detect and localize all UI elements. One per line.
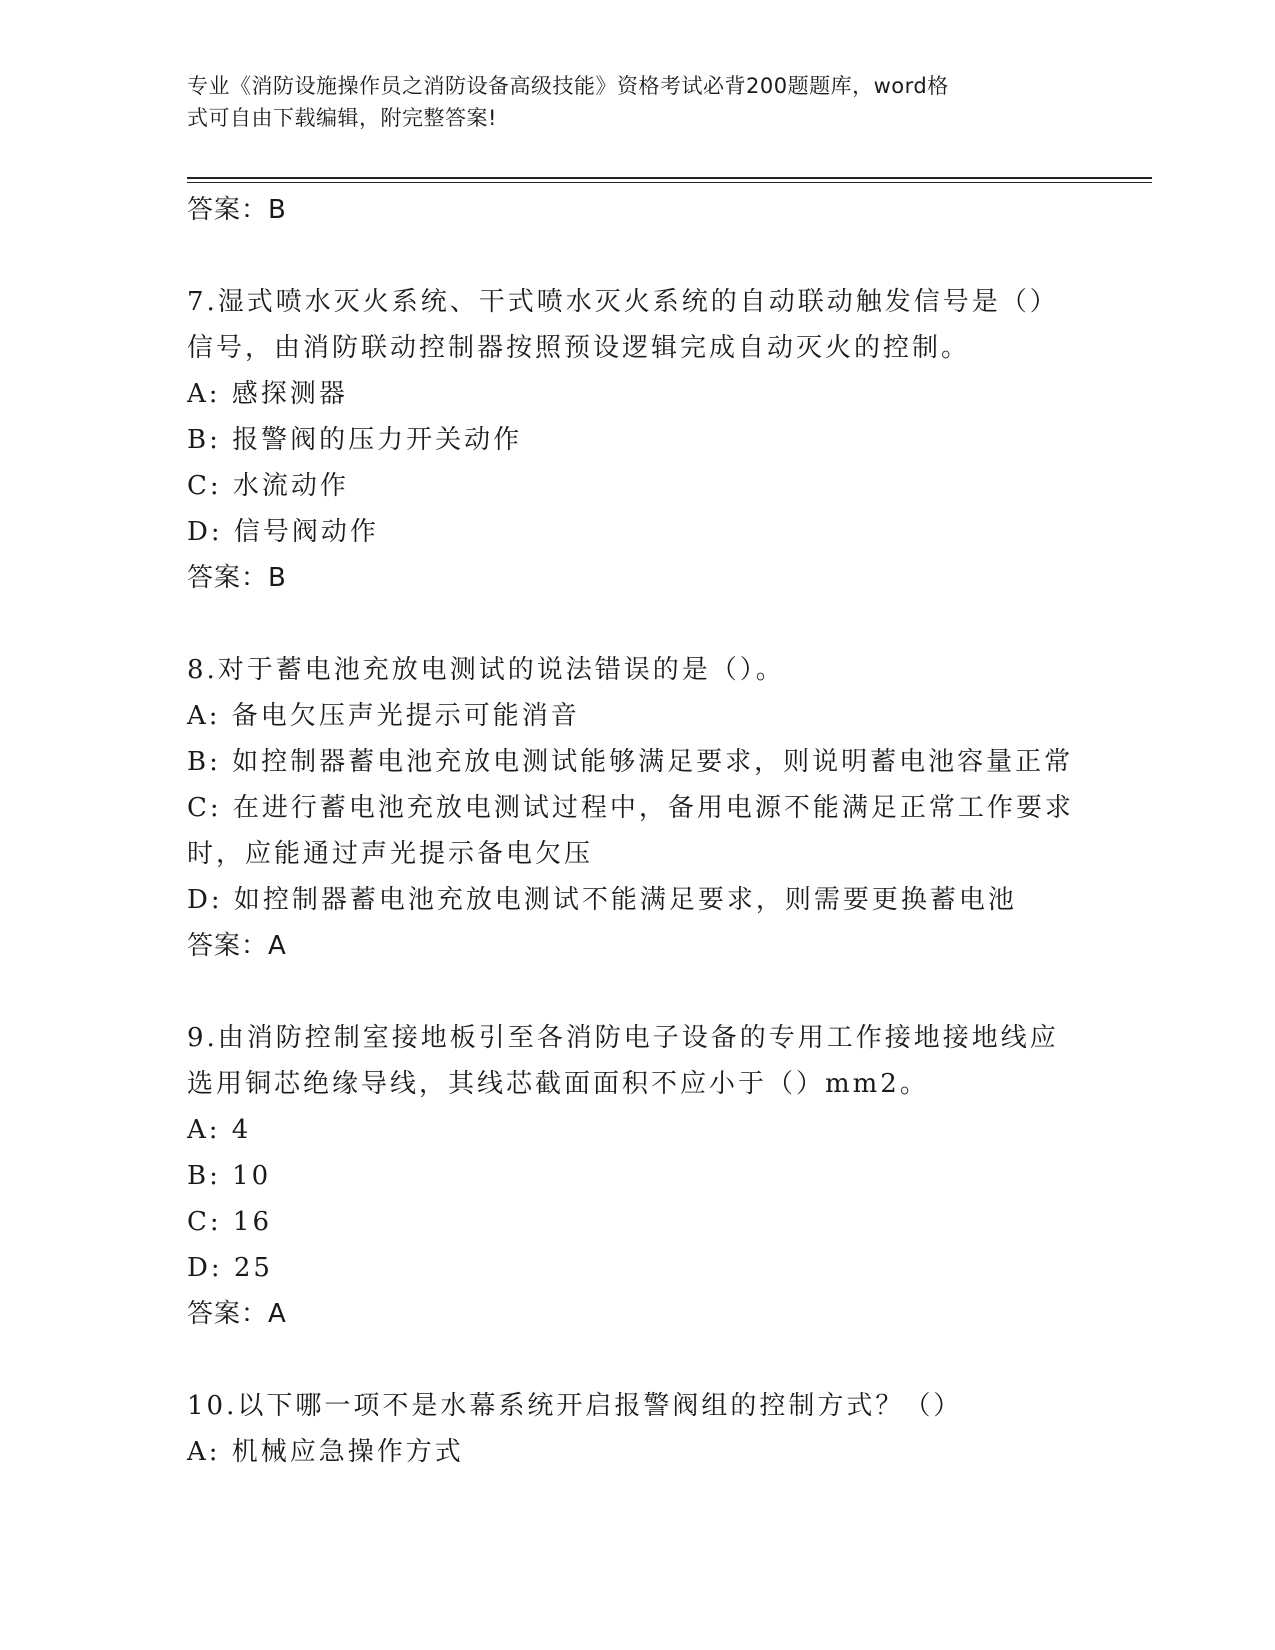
question-stem: 10.以下哪一项不是水幕系统开启报警阀组的控制方式？（）: [187, 1391, 963, 1421]
question-stem: 7.湿式喷水灭火系统、干式喷水灭火系统的自动联动触发信号是（）: [187, 287, 1059, 317]
option-b: B: 如控制器蓄电池充放电测试能够满足要求，则说明蓄电池容量正常: [187, 747, 1074, 777]
answer: 答案：B: [187, 563, 287, 593]
question-stem-cont: 信号，由消防联动控制器按照预设逻辑完成自动灭火的控制。: [187, 333, 971, 363]
header-line-1: 专业《消防设施操作员之消防设备高级技能》资格考试必背200题题库，word格: [187, 74, 949, 98]
question-8: [187, 647, 1087, 969]
option-d: D: 信号阀动作: [187, 517, 379, 547]
option-c-cont: 时，应能通过声光提示备电欠压: [187, 839, 594, 869]
answer-prev: 答案：B: [187, 195, 287, 225]
option-a: A: 机械应急操作方式: [187, 1437, 464, 1467]
option-d: D: 25: [187, 1253, 273, 1283]
option-c: C: 水流动作: [187, 471, 349, 501]
question-10: [187, 1383, 1087, 1475]
header-rule-thick: [187, 177, 1152, 179]
option-c: C: 在进行蓄电池充放电测试过程中，备用电源不能满足正常工作要求: [187, 793, 1074, 823]
question-stem: 8.对于蓄电池充放电测试的说法错误的是（）。: [187, 655, 785, 685]
question-stem-cont: 选用铜芯绝缘导线，其线芯截面面积不应小于（）mm2。: [187, 1069, 929, 1099]
option-b: B: 10: [187, 1161, 272, 1191]
question-9: [187, 1015, 1087, 1337]
question-list: [187, 187, 1087, 1475]
answer: 答案：A: [187, 931, 287, 961]
header-line-2: 式可自由下载编辑，附完整答案!: [187, 106, 497, 130]
option-a: A: 感探测器: [187, 379, 348, 409]
option-d: D: 如控制器蓄电池充放电测试不能满足要求，则需要更换蓄电池: [187, 885, 1017, 915]
answer: 答案：A: [187, 1299, 287, 1329]
header-rule-thin: [187, 182, 1152, 183]
question-stem: 9.由消防控制室接地板引至各消防电子设备的专用工作接地接地线应: [187, 1023, 1059, 1053]
option-c: C: 16: [187, 1207, 273, 1237]
option-b: B: 报警阀的压力开关动作: [187, 425, 523, 455]
question-7: [187, 279, 1087, 601]
page-header: [187, 70, 1067, 134]
option-a: A: 备电欠压声光提示可能消音: [187, 701, 580, 731]
option-a: A: 4: [187, 1115, 252, 1145]
